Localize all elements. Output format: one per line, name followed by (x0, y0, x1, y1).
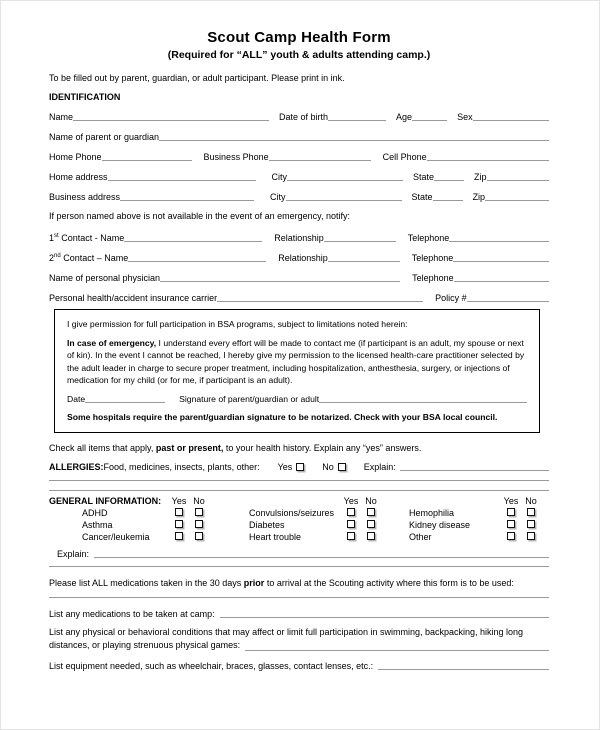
checkbox-condition-no[interactable] (195, 520, 203, 528)
label-business-address: Business address (49, 192, 121, 202)
allergies-continuation-rule[interactable] (49, 480, 549, 481)
medications-prior-question: Please list ALL medications taken in the 30 days prior to arrival at the Scouting activity where this form is to be used: (49, 578, 514, 589)
field-row-insurance (49, 292, 549, 303)
label-cell-phone: Cell Phone (382, 152, 427, 162)
input-signature-date[interactable] (85, 393, 165, 403)
checkbox-condition-no[interactable] (527, 508, 535, 516)
condition-label: Convulsions/seizures (249, 508, 335, 519)
permission-statement-box (54, 309, 540, 433)
checkbox-allergies-yes[interactable] (296, 463, 304, 471)
general-information-grid (49, 496, 549, 542)
input-home-city[interactable] (287, 171, 403, 181)
checkbox-condition-no[interactable] (527, 532, 535, 540)
permission-emergency-text: I understand every effort will be made to contact me (if participant is an adult, my spouse or next of kin). In the event I cannot be reached, I hereby give my permission to the licensed health-care practitioner selected by the adult leader in charge to secure proper treatment, including hospitalization, anthesthesia, surgery, or injections of medication for my child (or for me, if participant is an adult). (67, 338, 525, 385)
label-allergies: ALLERGIES: (49, 462, 104, 473)
permission-emergency-paragraph (67, 337, 527, 386)
medications-prior-answer-line[interactable] (49, 597, 549, 598)
input-home-phone[interactable] (102, 151, 192, 161)
input-contact-2-name[interactable] (128, 252, 266, 262)
allergies-row (49, 461, 549, 472)
checkbox-condition-no[interactable] (195, 508, 203, 516)
general-info-row (49, 532, 549, 542)
label-allergies-no: No (322, 462, 334, 473)
label-home-address: Home address (49, 172, 108, 182)
label-home-phone: Home Phone (49, 152, 102, 162)
field-row-physician (49, 272, 549, 283)
input-policy-number[interactable] (467, 292, 549, 302)
input-contact-2-relationship[interactable] (328, 252, 400, 262)
label-signature: Signature of parent/guardian or adult (179, 394, 320, 405)
input-business-address[interactable] (120, 191, 254, 201)
general-info-row (49, 520, 549, 530)
field-row-parent-guardian (49, 131, 549, 142)
input-business-phone[interactable] (269, 151, 371, 161)
checkbox-condition-yes[interactable] (507, 532, 515, 540)
col3-no-header: No (525, 496, 537, 507)
general-information-title: GENERAL INFORMATION: (49, 496, 162, 507)
checkbox-condition-yes[interactable] (347, 520, 355, 528)
physical-conditions-question (49, 626, 549, 652)
label-parent-guardian: Name of parent or guardian (49, 132, 160, 142)
col1-yes-header: Yes (171, 496, 187, 507)
checkbox-condition-yes[interactable] (175, 532, 183, 540)
input-contact-1-name[interactable] (124, 232, 262, 242)
label-home-zip: Zip (474, 172, 487, 182)
label-contact-1: 1st Contact - Name (49, 233, 125, 243)
signature-row (67, 393, 527, 404)
checkbox-condition-yes[interactable] (507, 520, 515, 528)
condition-label: Diabetes (249, 520, 285, 531)
input-physician-telephone[interactable] (454, 272, 549, 282)
input-home-address[interactable] (108, 171, 256, 181)
label-contact-2: 2nd Contact – Name (49, 253, 129, 263)
checkbox-condition-no[interactable] (367, 508, 375, 516)
intro-instructions: To be filled out by parent, guardian, or adult participant. Please print in ink. (49, 73, 345, 83)
condition-label: Kidney disease (409, 520, 471, 531)
input-business-city[interactable] (286, 191, 402, 201)
checkbox-condition-no[interactable] (195, 532, 203, 540)
label-physician-telephone: Telephone (412, 273, 454, 283)
input-age[interactable] (412, 111, 447, 121)
input-parent-guardian[interactable] (159, 131, 549, 141)
condition-label: Asthma (82, 520, 113, 531)
checkbox-condition-no[interactable] (527, 520, 535, 528)
label-general-explain: Explain: (57, 549, 90, 560)
input-sex[interactable] (473, 111, 549, 121)
field-row-phones (49, 151, 549, 162)
physical-conditions-line-1: List any physical or behavioral conditions that may affect or limit full participation in swimming, backpacking, hiking long (49, 627, 524, 638)
col3-yes-header: Yes (503, 496, 519, 507)
permission-line-1: I give permission for full participation in BSA programs, subject to limitations noted herein: (67, 319, 408, 329)
label-date-of-birth: Date of birth (279, 112, 329, 122)
label-allergies-yes: Yes (277, 462, 293, 473)
input-contact-1-relationship[interactable] (324, 232, 396, 242)
equipment-row (49, 660, 549, 671)
field-row-business-address (49, 191, 549, 202)
permission-emergency-label: In case of emergency, (67, 338, 157, 349)
input-home-zip[interactable] (487, 171, 549, 181)
label-medications-at-camp: List any medications to be taken at camp: (49, 609, 215, 620)
general-info-explain-row (49, 548, 549, 559)
label-contact-2-telephone: Telephone (411, 253, 454, 263)
label-business-city: City (270, 192, 286, 202)
input-name[interactable] (73, 111, 269, 121)
label-contact-2-relationship: Relationship (278, 253, 328, 263)
label-contact-1-telephone: Telephone (407, 233, 450, 243)
input-physical-conditions[interactable] (245, 641, 549, 651)
condition-label: Hemophilia (409, 508, 455, 519)
label-signature-date: Date (67, 394, 86, 405)
input-contact-1-telephone[interactable] (449, 232, 549, 242)
checkbox-condition-no[interactable] (367, 520, 375, 528)
input-business-zip[interactable] (485, 191, 549, 201)
page-subtitle: (Required for “ALL” youth & adults attending camp.) (167, 49, 431, 61)
input-contact-2-telephone[interactable] (453, 252, 549, 262)
input-cell-phone[interactable] (427, 151, 549, 161)
field-row-contact-2 (49, 252, 549, 263)
health-history-instruction: Check all items that apply, past or present, to your health history. Explain any “yes” answers. (49, 443, 422, 454)
form-content (49, 29, 549, 678)
label-business-zip: Zip (472, 192, 486, 202)
label-name: Name (49, 112, 74, 122)
checkbox-allergies-no[interactable] (338, 463, 346, 471)
section-heading-identification: IDENTIFICATION (49, 92, 121, 102)
label-sex: Sex (457, 112, 473, 122)
condition-label: Heart trouble (249, 532, 302, 543)
input-medications-at-camp[interactable] (220, 608, 549, 618)
col2-no-header: No (365, 496, 377, 507)
field-row-name (49, 111, 549, 122)
input-home-state[interactable] (434, 171, 464, 181)
label-equipment: List equipment needed, such as wheelchair, braces, glasses, contact lenses, etc.: (49, 661, 374, 672)
label-age: Age (396, 112, 413, 122)
physical-conditions-line-2: distances, or playing strenuous physical games: (49, 640, 241, 651)
checkbox-condition-yes[interactable] (507, 508, 515, 516)
checkbox-condition-yes[interactable] (347, 508, 355, 516)
label-policy-number: Policy # (435, 293, 467, 303)
page-title: Scout Camp Health Form (207, 29, 391, 46)
general-explain-continuation-rule[interactable] (49, 566, 549, 567)
label-allergies-explain: Explain: (363, 462, 396, 473)
label-business-state: State (411, 192, 433, 202)
field-row-home-address (49, 171, 549, 182)
general-info-col1-header (49, 496, 249, 506)
label-home-city: City (271, 172, 288, 182)
input-allergies-explain[interactable] (400, 461, 549, 471)
field-row-contact-1 (49, 232, 549, 243)
checkbox-condition-yes[interactable] (347, 532, 355, 540)
input-equipment[interactable] (378, 660, 549, 670)
input-general-explain[interactable] (94, 548, 549, 558)
medications-at-camp-row (49, 608, 549, 619)
general-information-header-row (49, 496, 549, 506)
condition-label: ADHD (82, 508, 108, 519)
allergies-categories: Food, medicines, insects, plants, other: (103, 462, 260, 473)
emergency-prompt: If person named above is not available in the event of an emergency, notify: (49, 211, 351, 221)
condition-label: Other (409, 532, 432, 543)
col2-yes-header: Yes (343, 496, 359, 507)
checkbox-condition-yes[interactable] (175, 508, 183, 516)
condition-label: Cancer/leukemia (82, 532, 150, 543)
label-physician: Name of personal physician (49, 273, 161, 283)
label-home-state: State (413, 172, 435, 182)
label-business-phone: Business Phone (203, 152, 269, 162)
checkbox-condition-yes[interactable] (175, 520, 183, 528)
general-info-col3-header (409, 496, 549, 506)
notary-note: Some hospitals require the parent/guardian signature to be notarized. Check with your BSA local council. (67, 412, 498, 423)
input-business-state[interactable] (433, 191, 463, 201)
label-contact-1-relationship: Relationship (274, 233, 324, 243)
input-insurance-carrier[interactable] (217, 292, 423, 302)
general-info-row (49, 508, 549, 518)
general-info-top-rule (49, 490, 549, 491)
label-insurance-carrier: Personal health/accident insurance carrier (49, 293, 218, 303)
input-date-of-birth[interactable] (328, 111, 386, 121)
input-physician[interactable] (160, 272, 400, 282)
input-signature[interactable] (319, 393, 527, 403)
general-info-col2-header (249, 496, 409, 506)
col1-no-header: No (193, 496, 205, 507)
checkbox-condition-no[interactable] (367, 532, 375, 540)
